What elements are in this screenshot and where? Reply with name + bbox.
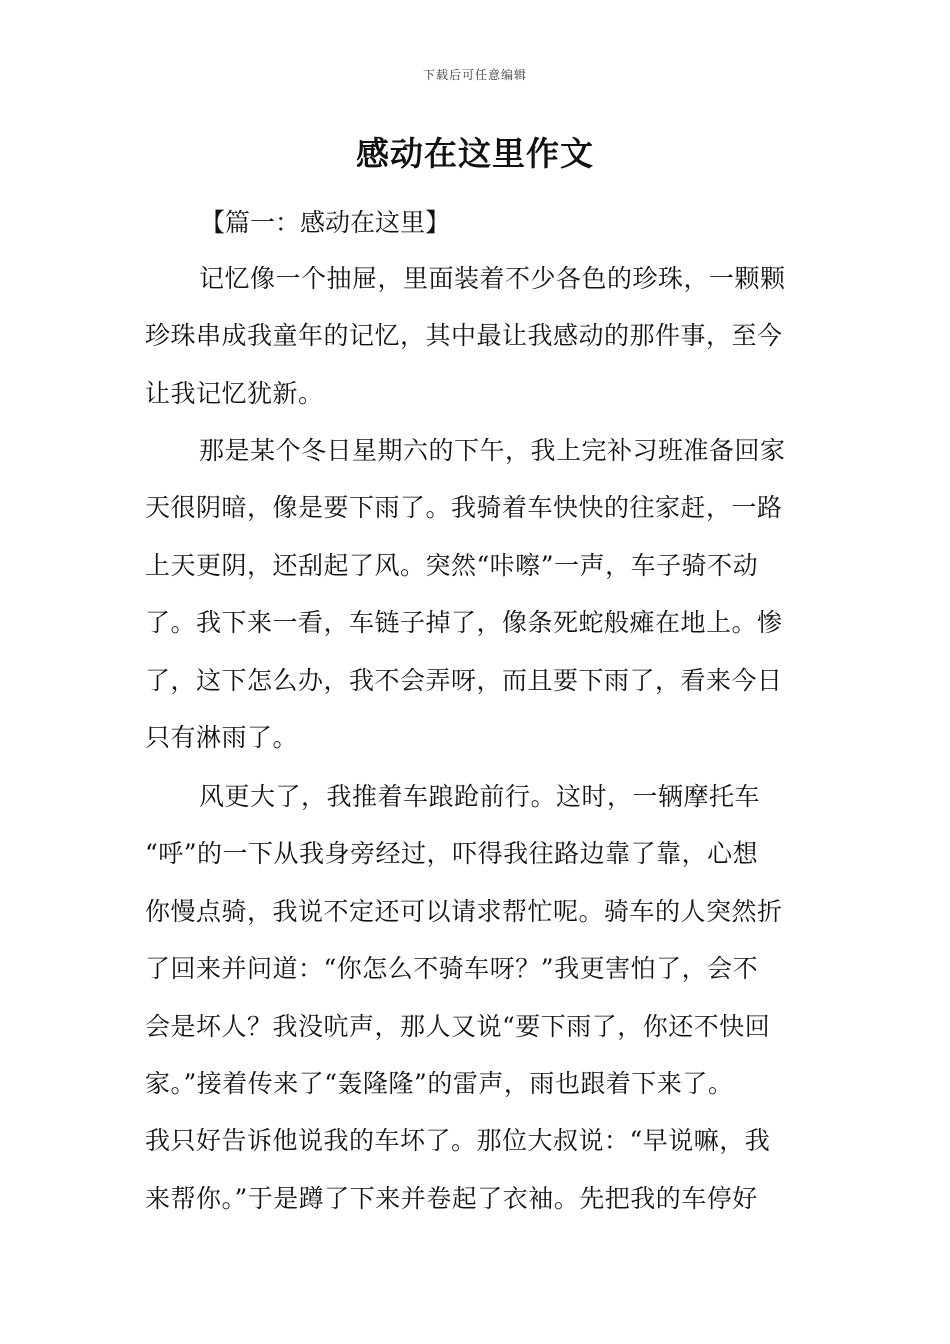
paragraph-1	[145, 262, 810, 434]
paragraph-line: 那是某个冬日星期六的下午，我上完补习班准备回家	[199, 436, 786, 465]
section-heading: 【篇一：感动在这里】	[200, 208, 451, 237]
header-note: 下载后可任意编辑	[422, 68, 527, 82]
paragraph-3	[145, 780, 810, 1239]
paragraph-line: “呼”的一下从我身旁经过，吓得我往路边靠了靠，心想	[145, 839, 759, 869]
paragraph-line: 上天更阴，还刮起了风。突然“咔嚓”一声，车子骑不动	[145, 550, 759, 580]
paragraph-2	[145, 434, 810, 778]
paragraph-line: 来帮你。”于是蹲了下来并卷起了衣袖。先把我的车停好	[145, 1183, 758, 1213]
paragraph-line: 记忆像一个抽屉，里面装着不少各色的珍珠，一颗颗	[199, 264, 786, 293]
paragraph-line: 了回来并问道：“你怎么不骑车呀？”我更害怕了，会不	[145, 954, 759, 984]
paragraph-line: 只有淋雨了。	[145, 722, 299, 752]
paragraph-line: 了。我下来一看，车链子掉了，像条死蛇般瘫在地上。惨	[145, 608, 783, 638]
paragraph-line: 你慢点骑，我说不定还可以请求帮忙呢。骑车的人突然折	[145, 896, 783, 926]
paragraph-line: 家。”接着传来了“轰隆隆”的雷声，雨也跟着下来了。	[145, 1068, 734, 1098]
paragraph-line: 会是坏人？我没吭声，那人又说“要下雨了，你还不快回	[145, 1011, 771, 1041]
paragraph-line: 了，这下怎么办，我不会弄呀，而且要下雨了，看来今日	[145, 665, 783, 695]
document-title: 感动在这里作文	[356, 134, 594, 173]
paragraph-line: 风更大了，我推着车踉跄前行。这时，一辆摩托车	[199, 782, 761, 811]
paragraph-line: 珍珠串成我童年的记忆，其中最让我感动的那件事，至今	[145, 321, 783, 351]
paragraph-line: 天很阴暗，像是要下雨了。我骑着车快快的往家赶，一路	[145, 493, 783, 523]
paragraph-line: 让我记忆犹新。	[145, 378, 324, 408]
paragraph-line: 我只好告诉他说我的车坏了。那位大叔说：“早说嘛，我	[145, 1126, 771, 1156]
